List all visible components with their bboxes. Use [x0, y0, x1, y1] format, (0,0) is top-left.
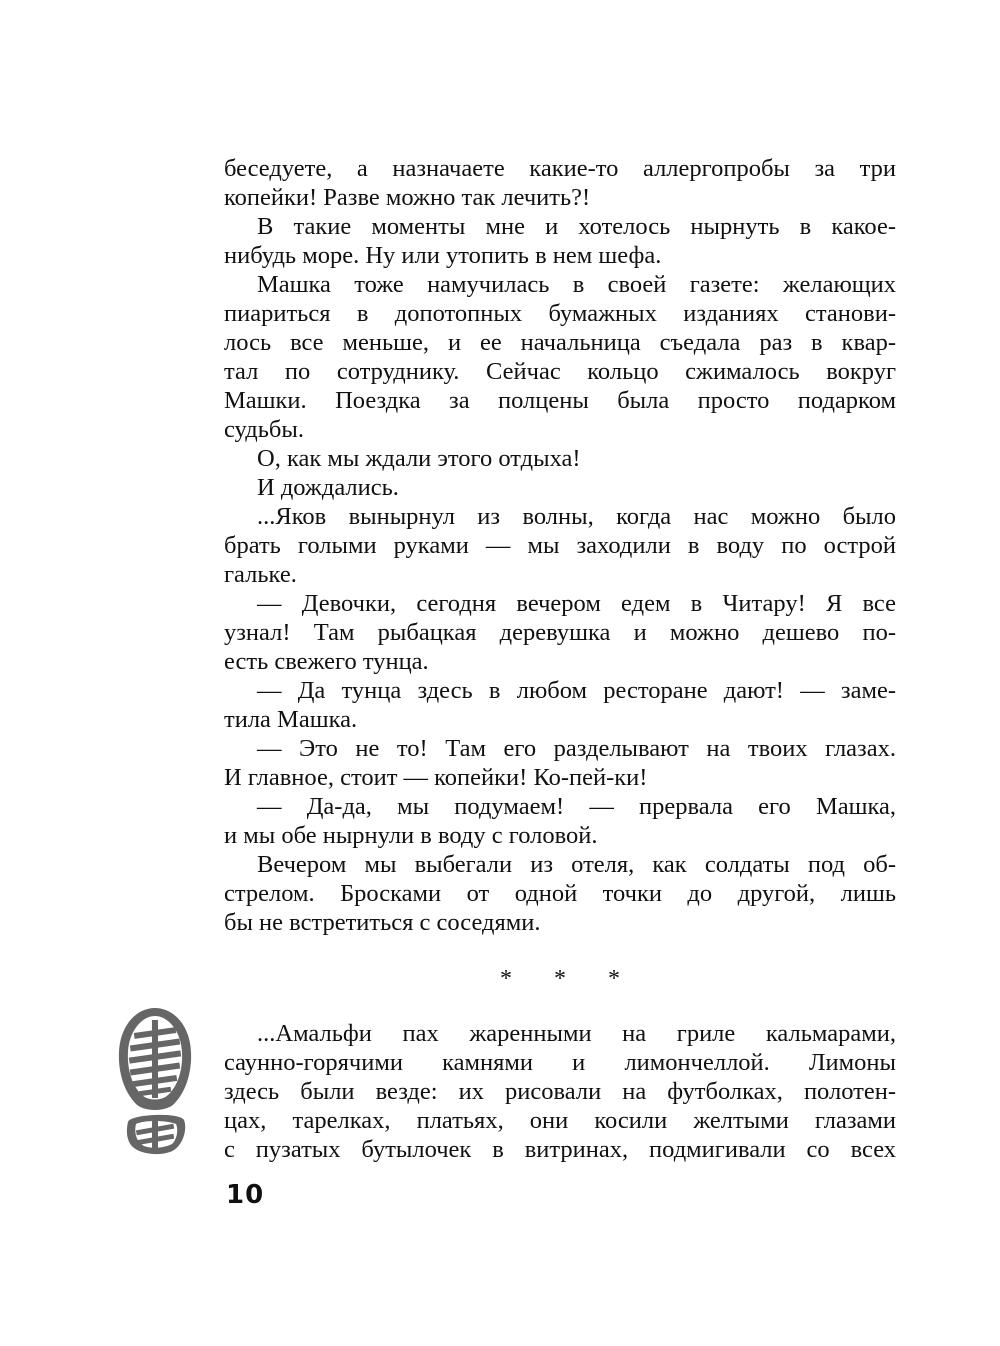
- paragraph: [224, 1019, 896, 1164]
- text-line: есть свежего тунца.: [224, 648, 429, 675]
- paragraph: [224, 792, 896, 850]
- text-line: Вечером мы выбегали из отеля, как солдаты под об-: [257, 851, 896, 878]
- text-line: беседуете, а назначаете какие-то аллергопробы за три: [224, 155, 896, 182]
- text-line: — Девочки, сегодня вечером едем в Читару! Я все: [257, 590, 896, 617]
- text-line: нибудь море. Ну или утопить в нем шефа.: [224, 242, 662, 269]
- text-line: тал по сотруднику. Сейчас кольцо сжималось вокруг: [224, 358, 896, 385]
- text-line: пиариться в допотопных бумажных изданиях станови-: [224, 300, 896, 327]
- paragraph: [224, 850, 896, 937]
- section-separator: * * *: [500, 966, 638, 992]
- text-line: гальке.: [224, 561, 297, 588]
- text-line: цах, тарелках, платьях, они косили желтыми глазами: [224, 1107, 896, 1134]
- text-line: и мы обе нырнули в воду с головой.: [224, 822, 598, 849]
- paragraph: [224, 154, 896, 212]
- text-line: В такие моменты мне и хотелось нырнуть в какое-: [257, 213, 896, 240]
- page-number: 10: [226, 1180, 265, 1210]
- text-line: — Да тунца здесь в любом ресторане дают! — заме-: [257, 677, 896, 704]
- paragraph: [224, 212, 896, 270]
- text-line: судьбы.: [224, 416, 304, 443]
- paragraph: [224, 734, 896, 792]
- text-line: ...Яков вынырнул из волны, когда нас можно было: [257, 503, 896, 530]
- text-line: копейки! Разве можно так лечить?!: [224, 184, 591, 211]
- paragraph: [224, 676, 896, 734]
- text-line: с пузатых бутылочек в витринах, подмигивали со всех: [224, 1136, 896, 1163]
- footprint-icon: [116, 1006, 194, 1156]
- text-line: лось все меньше, и ее начальница съедала раз в квар-: [224, 329, 896, 356]
- text-line: Машка тоже намучилась в своей газете: желающих: [257, 271, 896, 298]
- paragraph: [224, 502, 896, 589]
- text-line: — Да-да, мы подумаем! — прервала его Машка,: [257, 793, 896, 820]
- text-line: ...Амальфи пах жаренными на гриле кальмарами,: [257, 1020, 896, 1047]
- paragraph: [224, 270, 896, 444]
- paragraph: [224, 589, 896, 676]
- text-line: — Это не то! Там его разделывают на твоих глазах.: [257, 735, 896, 762]
- body-text-bottom: [224, 1019, 896, 1164]
- text-line: И главное, стоит — копейки! Ко-пей-ки!: [224, 764, 648, 791]
- text-line: здесь были везде: их рисовали на футболках, полотен-: [224, 1078, 896, 1105]
- text-line: бы не встретиться с соседями.: [224, 909, 541, 936]
- text-line: брать голыми руками — мы заходили в воду по острой: [224, 532, 896, 559]
- text-line: тила Машка.: [224, 706, 358, 733]
- paragraph: [224, 473, 896, 502]
- text-line: стрелом. Бросками от одной точки до другой, лишь: [224, 880, 896, 907]
- text-line: Машки. Поездка за полцены была просто подарком: [224, 387, 896, 414]
- paragraph: [224, 444, 896, 473]
- text-line: саунно-горячими камнями и лимончеллой. Лимоны: [224, 1049, 896, 1076]
- body-text-top: [224, 154, 896, 937]
- text-line: И дождались.: [257, 474, 399, 501]
- text-line: О, как мы ждали этого отдыха!: [257, 445, 581, 472]
- text-line: узнал! Там рыбацкая деревушка и можно дешево по-: [224, 619, 896, 646]
